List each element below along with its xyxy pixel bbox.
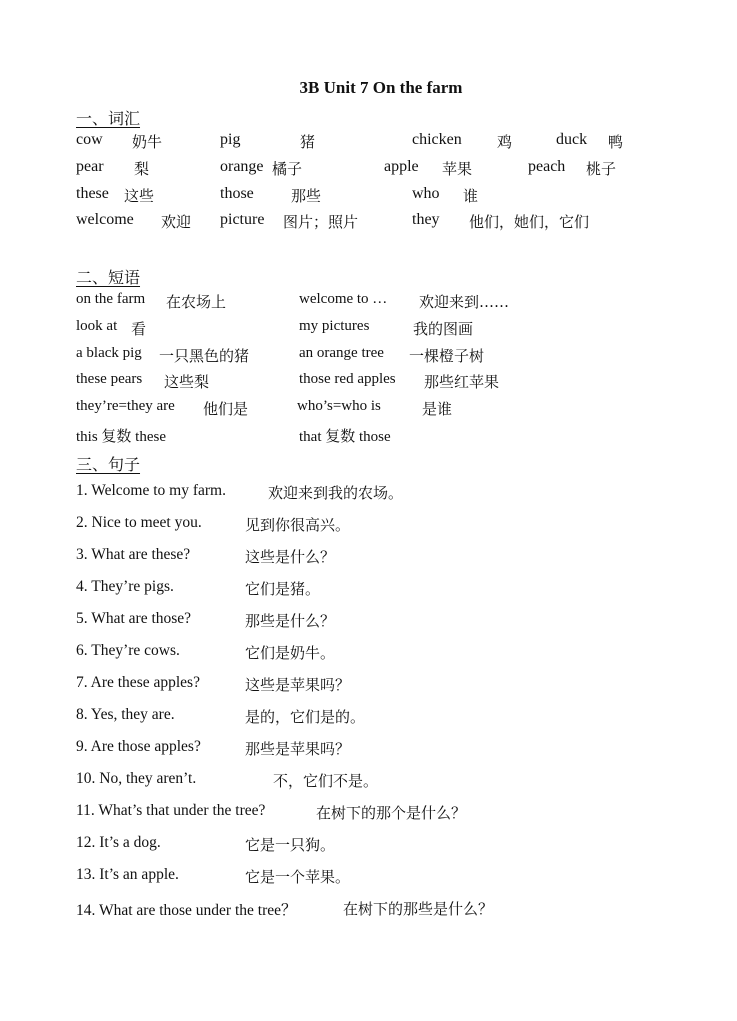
phrase-zh: 那些红苹果 <box>424 373 500 391</box>
vocab-en: apple <box>384 158 419 175</box>
phrase-row <box>0 371 737 393</box>
phrase-zh: 在农场上 <box>166 293 227 311</box>
sentence-en: 13. It’s an apple. <box>76 866 179 883</box>
vocab-row <box>0 158 737 180</box>
phrase-en: welcome to … <box>299 291 388 307</box>
sentence-zh: 欢迎来到我的农场。 <box>268 484 404 502</box>
sentence-zh: 见到你很高兴。 <box>245 516 351 534</box>
phrase-row <box>0 398 737 420</box>
sentence-en: 4. They’re pigs. <box>76 578 174 595</box>
sentence-row <box>0 706 737 728</box>
phrase-row <box>0 345 737 367</box>
sentence-zh: 这些是苹果吗？ <box>245 676 351 694</box>
phrase-zh: 一只黑色的猪 <box>159 347 250 365</box>
sentence-en: 12. It’s a dog. <box>76 834 161 851</box>
phrase-en: look at <box>76 318 118 334</box>
phrase-row <box>0 425 737 447</box>
vocab-en: those <box>220 185 254 202</box>
vocab-zh: 橘子 <box>272 160 303 178</box>
sentence-row <box>0 546 737 568</box>
sentence-row <box>0 898 737 920</box>
phrase-en: who’s=who is <box>297 398 381 414</box>
sentence-en: 8. Yes, they are. <box>76 706 175 723</box>
vocab-zh: 奶牛 <box>132 133 163 151</box>
vocab-en: pig <box>220 131 241 148</box>
sentence-zh: 在树下的那些是什么？ <box>343 900 494 918</box>
vocab-en: orange <box>220 158 264 175</box>
vocab-zh: 谁 <box>463 187 479 205</box>
vocab-zh: 这些 <box>124 187 155 205</box>
sentences-heading: 三、句子 <box>76 457 141 474</box>
sentence-en: 5. What are those? <box>76 610 192 627</box>
phrase-en: a black pig <box>76 345 142 361</box>
sentence-en: 11. What’s that under the tree? <box>76 802 266 819</box>
sentence-zh: 它是一只狗。 <box>245 836 336 854</box>
vocab-en: cow <box>76 131 103 148</box>
phrase-row <box>0 291 737 313</box>
phrase-en: that 复数 those <box>299 429 391 445</box>
sentence-en: 10. No, they aren’t. <box>76 770 197 787</box>
sentence-zh: 是的，它们是的。 <box>245 708 366 726</box>
vocab-zh: 苹果 <box>442 160 473 178</box>
vocab-en: chicken <box>412 131 462 148</box>
phrase-zh: 这些梨 <box>164 373 210 391</box>
phrase-en: they’re=they are <box>76 398 175 414</box>
phrase-zh: 他们是 <box>203 400 249 418</box>
vocab-heading: 一、词汇 <box>76 111 141 128</box>
vocab-row <box>0 211 737 233</box>
vocab-zh: 鸡 <box>497 133 513 151</box>
sentence-row <box>0 578 737 600</box>
vocab-zh: 梨 <box>134 160 150 178</box>
sentence-row <box>0 674 737 696</box>
phrase-zh: 欢迎来到…… <box>419 293 510 311</box>
vocab-en: pear <box>76 158 104 175</box>
sentence-zh: 不，它们不是。 <box>273 772 379 790</box>
vocab-row <box>0 185 737 207</box>
vocab-zh: 欢迎 <box>161 213 192 231</box>
sentence-row <box>0 514 737 536</box>
phrase-row <box>0 318 737 340</box>
sentence-row <box>0 834 737 856</box>
phrase-en: these pears <box>76 371 143 387</box>
sentence-zh: 这些是什么？ <box>245 548 336 566</box>
vocab-en: these <box>76 185 109 202</box>
vocab-en: welcome <box>76 211 134 228</box>
vocab-zh: 鸭 <box>608 133 624 151</box>
sentence-row <box>0 642 737 664</box>
vocab-zh: 他们，她们，它们 <box>469 213 590 231</box>
sentence-en: 2. Nice to meet you. <box>76 514 202 531</box>
sentence-zh: 在树下的那个是什么？ <box>316 804 467 822</box>
vocab-row <box>0 131 737 153</box>
vocab-en: duck <box>556 131 588 148</box>
phrase-zh: 一棵橙子树 <box>409 347 485 365</box>
sentence-en: 3. What are these? <box>76 546 191 563</box>
sentence-zh: 它们是猪。 <box>245 580 321 598</box>
vocab-en: picture <box>220 211 265 228</box>
sentence-zh: 它们是奶牛。 <box>245 644 336 662</box>
phrases-heading: 二、短语 <box>76 270 141 287</box>
phrase-zh: 看 <box>131 320 147 338</box>
vocab-zh: 那些 <box>291 187 322 205</box>
sentence-en: 7. Are these apples? <box>76 674 200 691</box>
sentence-row <box>0 866 737 888</box>
sentence-zh: 它是一个苹果。 <box>245 868 351 886</box>
vocab-zh: 图片；照片 <box>283 213 359 231</box>
vocab-en: who <box>412 185 440 202</box>
phrase-zh: 是谁 <box>422 400 453 418</box>
phrase-en: those red apples <box>299 371 396 387</box>
sentence-en: 1. Welcome to my farm. <box>76 482 226 499</box>
phrase-en: this 复数 these <box>76 429 166 445</box>
vocab-zh: 猪 <box>300 133 316 151</box>
sentence-row <box>0 770 737 792</box>
phrase-en: on the farm <box>76 291 146 307</box>
page-title: 3B Unit 7 On the farm <box>299 78 463 97</box>
vocab-en: peach <box>528 158 566 175</box>
phrase-en: my pictures <box>299 318 370 334</box>
vocab-zh: 桃子 <box>586 160 617 178</box>
sentence-en: 6. They’re cows. <box>76 642 180 659</box>
sentence-en: 14. What are those under the tree？ <box>76 902 297 919</box>
sentence-zh: 那些是苹果吗？ <box>245 740 351 758</box>
sentence-row <box>0 802 737 824</box>
vocab-en: they <box>412 211 440 228</box>
sentence-en: 9. Are those apples? <box>76 738 201 755</box>
phrase-zh: 我的图画 <box>413 320 474 338</box>
sentence-row <box>0 482 737 504</box>
sentence-row <box>0 610 737 632</box>
phrase-en: an orange tree <box>299 345 384 361</box>
sentence-zh: 那些是什么？ <box>245 612 336 630</box>
sentence-row <box>0 738 737 760</box>
